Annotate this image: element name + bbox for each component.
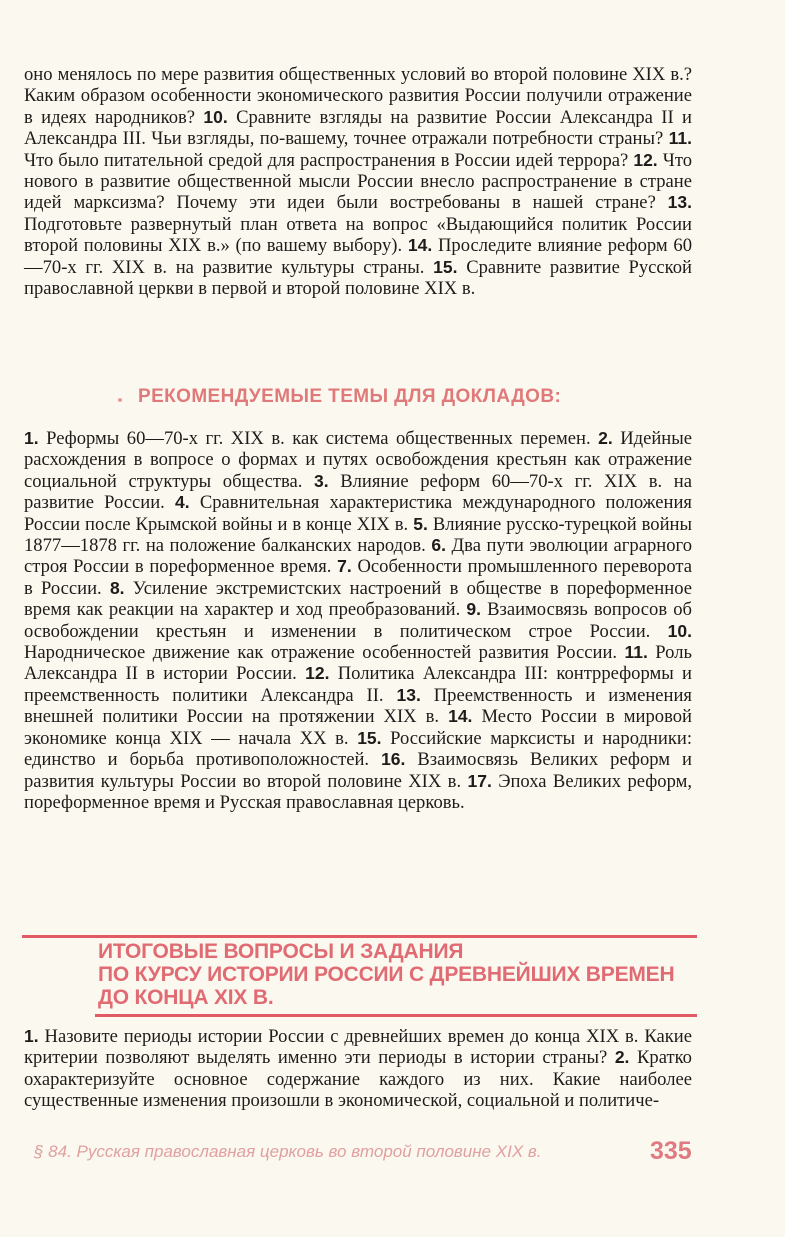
topic-number: 13. <box>396 684 421 705</box>
topic-number: 10. <box>667 620 692 641</box>
final-heading-line-2: ПО КУРСУ ИСТОРИИ РОССИИ С ДРЕВНЕЙШИХ ВРЕМЕН <box>98 963 675 986</box>
page-number: 335 <box>650 1137 692 1165</box>
topic-item <box>24 428 591 449</box>
topic-number: 16. <box>381 749 406 770</box>
question-item-13: 13. Подготовьте развернутый план ответа на вопрос «Выдающийся политик России второй половины XIX в.» (по вашему выбору). <box>24 192 692 257</box>
topic-number: 14. <box>448 706 473 727</box>
questions-paragraph <box>24 64 692 299</box>
heading-bottom-rule <box>95 1014 697 1017</box>
topic-text: Российские марксисты и народники: единство и борьба противоположностей. <box>24 727 692 771</box>
topic-number: 17. <box>467 770 492 791</box>
topic-number: 15. <box>357 727 382 748</box>
topic-number: 8. <box>109 577 125 598</box>
topics-heading: РЕКОМЕНДУЕМЫЕ ТЕМЫ ДЛЯ ДОКЛАДОВ: <box>138 386 562 407</box>
question-item-14: 14. Проследите влияние реформ 60—70-х гг. XIX в. на развитие культуры страны. <box>24 235 692 278</box>
topic-text: Особенности промышленного переворота в России. <box>24 556 692 599</box>
question-item-10: 10. Сравните взгляды на развитие России Александра II и Александра III. Чьи взгляды, по-вашему, точнее отражали потребности страны? <box>24 106 692 150</box>
topic-text: Идейные расхождения в вопросе о формах и путях освобождения крестьян как отражение социальной структуры общества. <box>24 428 692 492</box>
topic-text: Сравнительная характеристика международного положения России после Крымской войны и в конце XIX в. <box>24 492 692 535</box>
final-heading-line-3: ДО КОНЦА XIX В. <box>98 986 274 1009</box>
topic-number: 6. <box>431 535 446 556</box>
topic-text: Народническое движение как отражение особенностей развития России. <box>24 642 618 664</box>
topic-text: Реформы 60—70-х гг. XIX в. как система общественных перемен. <box>46 428 591 449</box>
topic-text: Усиление экстремистских настроений в обществе в пореформенное время как реакции на характер и ход преобразований. <box>24 577 692 621</box>
topic-text: Два пути эволюции аграрного строя России в пореформенное время. <box>24 535 692 578</box>
final-questions-heading <box>98 940 674 1009</box>
question-item-12: 12. Что нового в развитие общественной мысли России внесло распространение в стране идей марксизма? Почему эти идеи были востребованы в нашей стране? <box>24 149 692 214</box>
topic-number: 11. <box>624 642 648 663</box>
topic-text: Влияние русско-турецкой войны 1877—1878 гг. на положение балканских народов. <box>24 513 692 557</box>
topic-text: Роль Александра II в истории России. <box>24 642 692 685</box>
final-item-2: 2. Кратко охарактеризуйте основное содержание каждого из них. Какие наиболее существенные изменения произошли в экономической, социальной и политиче- <box>24 1047 692 1112</box>
final-questions-paragraph <box>24 1026 692 1112</box>
topic-number: 2. <box>598 428 613 448</box>
topic-number: 7. <box>337 556 352 577</box>
topic-text: Влияние реформ 60—70-х гг. XIX в. на развитие России. <box>24 470 692 514</box>
heading-bullet-dot <box>118 398 122 402</box>
question-item-11: 11. Что было питательной средой для распространения в России идей террора? <box>24 128 692 171</box>
topic-text: Взаимосвязь Великих реформ и развития культуры России во второй половине XIX в. <box>24 749 692 792</box>
running-footer-title: § 84. Русская православная церковь во второй половине XIX в. <box>34 1142 542 1161</box>
final-heading-line-1: ИТОГОВЫЕ ВОПРОСЫ И ЗАДАНИЯ <box>98 940 464 963</box>
topic-text: Эпоха Великих реформ, пореформенное время и Русская православная церковь. <box>24 770 692 813</box>
heading-top-rule <box>22 935 697 938</box>
topic-number: 4. <box>175 492 190 513</box>
topic-number: 12. <box>305 663 330 684</box>
topic-number: 3. <box>314 470 329 491</box>
topic-number: 1. <box>24 428 39 448</box>
final-item-1: 1. Назовите периоды истории России с древнейших времен до конца XIX в. Какие критерии позволяют выделять именно эти периоды в истории страны? <box>24 1026 692 1069</box>
topics-paragraph <box>24 428 692 813</box>
topic-number: 9. <box>466 599 481 620</box>
topic-text: Место России в мировой экономике конца XIX — начала XX в. <box>24 706 692 749</box>
topic-number: 5. <box>413 513 428 534</box>
topic-text: Политика Александра III: контрреформы и преемственность политики Александра II. <box>24 663 692 706</box>
topic-text: Взаимосвязь вопросов об освобождении крестьян и изменении в политическом строе России. <box>24 599 692 642</box>
question-intro-text: оно менялось по мере развития общественных условий во второй половине XIX в.? Каким образом особенности экономического развития России получили отражение в идеях народников? <box>24 64 692 128</box>
question-item-15: 15. Сравните развитие Русской православной церкви в первой и второй половине XIX в. <box>24 256 693 300</box>
topic-text: Преемственность и изменения внешней политики России на протяжении XIX в. <box>24 684 692 728</box>
